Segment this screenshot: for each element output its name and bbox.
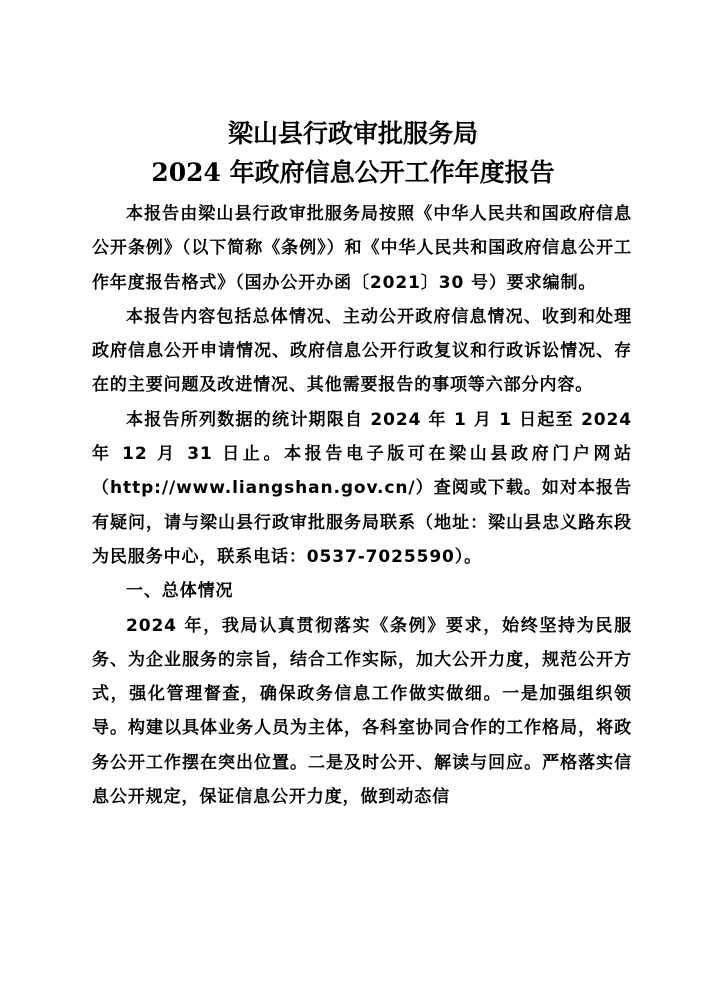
document-title-line-1: 梁山县行政审批服务局 xyxy=(227,119,478,148)
intro-paragraph-1: 本报告由梁山县行政审批服务局按照《中华人民共和国政府信息公开条例》（以下简称《条例》）和《中华人民共和国政府信息公开工作年度报告格式》（国办公开办函〔2021〕30 号）要求编制。 xyxy=(92,204,632,293)
document-title-line-2: 2024 年政府信息公开工作年度报告 xyxy=(151,158,555,187)
section-heading-overview: 一、总体情况 xyxy=(126,581,234,602)
section-paragraph-overview: 2024 年，我局认真贯彻落实《条例》要求，始终坚持为民服务、为企业服务的宗旨，结合工作实际，加大公开力度，规范公开方式，强化管理督查，确保政务信息工作做实做细。一是加强组织领导。构建以具体业务人员为主体，各科室协同合作的工作格局，将政务公开工作摆在突出位置。二是及时公开、解读与回应。严格落实信息公开规定，保证信息公开力度，做到动态信 xyxy=(92,615,632,808)
intro-paragraph-2: 本报告内容包括总体情况、主动公开政府信息情况、收到和处理政府信息公开申请情况、政府信息公开行政复议和行政诉讼情况、存在的主要问题及改进情况、其他需要报告的事项等六部分内容。 xyxy=(92,306,632,396)
intro-paragraph-3: 本报告所列数据的统计期限自 2024 年 1 月 1 日起至 2024 年 12 月 31 日止。本报告电子版可在梁山县政府门户网站（http://www.liangshan.gov.cn/）查阅或下载。如对本报告有疑问，请与梁山县行政审批服务局联系（地址：梁山县忠义路东段为民服务中心，联系电话：0537-7025590）。 xyxy=(92,409,632,567)
document-body xyxy=(92,197,632,814)
